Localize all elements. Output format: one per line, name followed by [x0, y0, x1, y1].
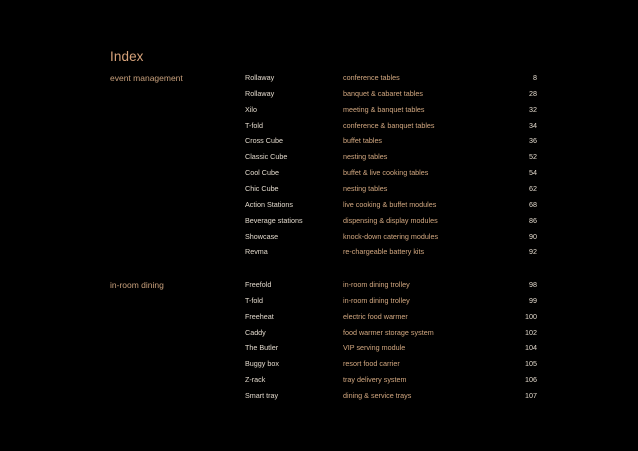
page-title: Index [110, 49, 144, 64]
page-number: 102 [525, 327, 537, 337]
page-number: 92 [529, 247, 537, 257]
product-name: Showcase [245, 231, 279, 241]
index-row [0, 232, 638, 242]
product-description: live cooking & buffet modules [343, 199, 437, 209]
product-description: tray delivery system [343, 375, 407, 385]
product-description: conference & banquet tables [343, 120, 435, 130]
index-row [0, 247, 638, 257]
page-number: 68 [529, 199, 537, 209]
product-name: Freeheat [245, 311, 274, 321]
product-description: in-room dining trolley [343, 280, 410, 289]
product-description: conference tables [343, 73, 400, 82]
product-description: knock-down catering modules [343, 231, 439, 241]
product-name: Chic Cube [245, 183, 279, 193]
page-number: 99 [529, 295, 537, 305]
page-number: 98 [529, 280, 537, 289]
index-row [0, 184, 638, 194]
product-description: buffet tables [343, 136, 383, 146]
product-name: Classic Cube [245, 152, 288, 162]
index-row [0, 136, 638, 146]
index-row [0, 375, 638, 385]
index-row [0, 73, 638, 83]
product-name: Cross Cube [245, 136, 283, 146]
product-description: buffet & live cooking tables [343, 168, 429, 178]
product-name: T-fold [245, 295, 263, 305]
page-number: 90 [529, 231, 537, 241]
page-number: 86 [529, 215, 537, 225]
index-row [0, 359, 638, 369]
product-name: Rollaway [245, 88, 275, 98]
index-row [0, 328, 638, 338]
product-description: nesting tables [343, 152, 388, 162]
product-name: Caddy [245, 327, 266, 337]
index-row [0, 296, 638, 306]
product-description: in-room dining trolley [343, 295, 410, 305]
page-number: 34 [529, 120, 537, 130]
product-name: Rollaway [245, 73, 275, 82]
product-description: banquet & cabaret tables [343, 88, 423, 98]
index-row [0, 121, 638, 131]
product-description: resort food carrier [343, 359, 400, 369]
product-description: dining & service trays [343, 390, 412, 400]
page-number: 106 [525, 375, 537, 385]
index-row [0, 89, 638, 99]
product-name: Action Stations [245, 199, 293, 209]
page-number: 28 [529, 88, 537, 98]
page-number: 32 [529, 104, 537, 114]
section-label: in-room dining [110, 280, 164, 290]
page-number: 100 [525, 311, 537, 321]
page-number: 105 [525, 359, 537, 369]
page-number: 54 [529, 168, 537, 178]
product-description: meeting & banquet tables [343, 104, 425, 114]
index-row [0, 105, 638, 115]
product-name: Cool Cube [245, 168, 279, 178]
index-row [0, 280, 638, 290]
product-name: Freefold [245, 280, 272, 289]
page-number: 8 [533, 73, 537, 82]
section-label: event management [110, 73, 183, 83]
product-name: Revma [245, 247, 268, 257]
product-description: dispensing & display modules [343, 215, 438, 225]
index-row [0, 312, 638, 322]
index-row [0, 200, 638, 210]
product-description: electric food warmer [343, 311, 408, 321]
product-name: Smart tray [245, 390, 279, 400]
page-number: 52 [529, 152, 537, 162]
product-name: Z-rack [245, 375, 266, 385]
product-name: Xilo [245, 104, 257, 114]
product-description: food warmer storage system [343, 327, 434, 337]
product-name: Buggy box [245, 359, 279, 369]
page-number: 104 [525, 343, 537, 353]
index-row [0, 343, 638, 353]
product-description: VIP serving module [343, 343, 406, 353]
index-row [0, 168, 638, 178]
product-description: re-chargeable battery kits [343, 247, 425, 257]
index-row [0, 216, 638, 226]
page-number: 62 [529, 183, 537, 193]
product-name: The Butler [245, 343, 279, 353]
page-number: 36 [529, 136, 537, 146]
index-row [0, 391, 638, 401]
product-name: T-fold [245, 120, 263, 130]
page-number: 107 [525, 390, 537, 400]
product-name: Beverage stations [245, 215, 303, 225]
product-description: nesting tables [343, 183, 388, 193]
index-row [0, 152, 638, 162]
